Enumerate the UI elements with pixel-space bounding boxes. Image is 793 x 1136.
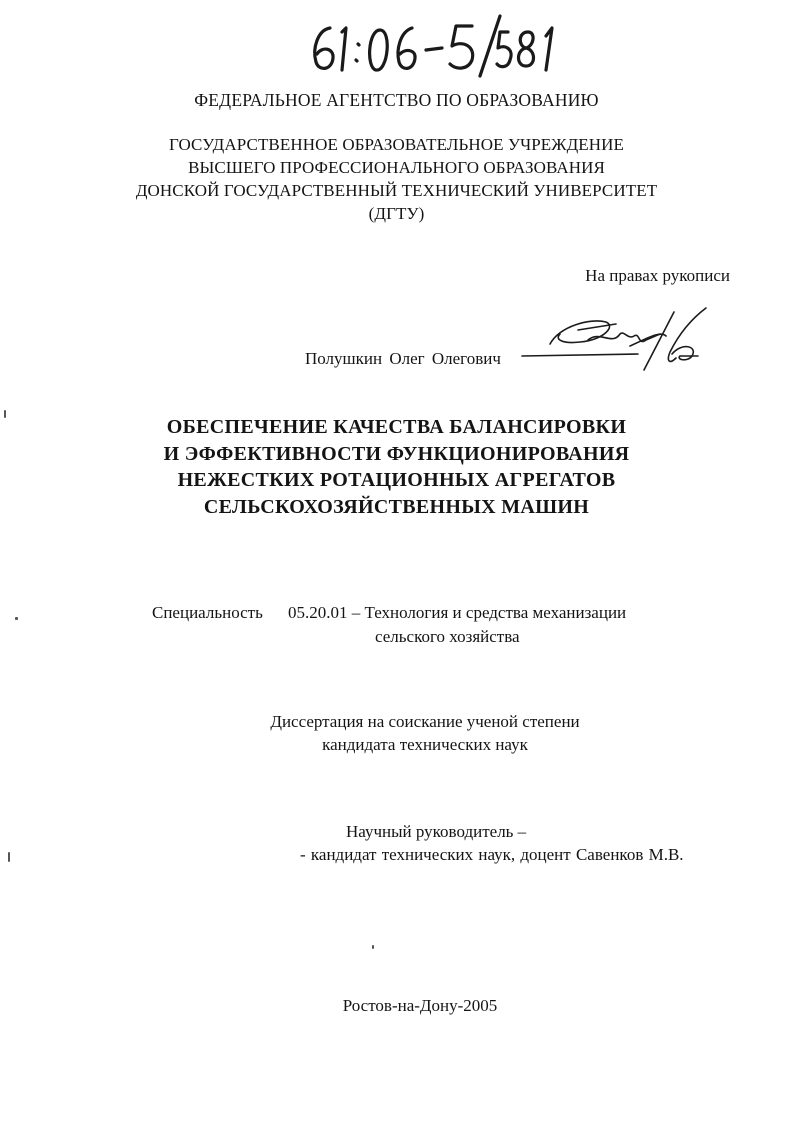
institution-line: ВЫСШЕГО ПРОФЕССИОНАЛЬНОГО ОБРАЗОВАНИЯ: [188, 158, 605, 177]
title-line: ОБЕСПЕЧЕНИЕ КАЧЕСТВА БАЛАНСИРОВКИ: [166, 416, 627, 438]
specialty-second-line: сельского хозяйства: [375, 627, 520, 646]
scan-speck: [372, 945, 374, 949]
institution-line: ДОНСКОЙ ГОСУДАРСТВЕННЫЙ ТЕХНИЧЕСКИЙ УНИВЕРСИТЕТ: [135, 181, 658, 200]
institution-block: [0, 133, 793, 225]
title-line: И ЭФФЕКТИВНОСТИ ФУНКЦИОНИРОВАНИЯ: [163, 442, 630, 465]
institution-abbreviation: (ДГТУ): [368, 204, 425, 223]
degree-line: кандидата технических наук: [322, 735, 528, 754]
author-name: Полушкин Олег Олегович: [305, 349, 501, 368]
signature-drawing: [520, 300, 720, 380]
archive-stamp-drawing: [300, 8, 570, 80]
agency-name: ФЕДЕРАЛЬНОЕ АГЕНТСТВО ПО ОБРАЗОВАНИЮ: [194, 90, 599, 110]
dissertation-degree: [160, 710, 690, 756]
scan-speck: [15, 617, 18, 620]
advisor-details: - кандидат технических наук, доцент Савенков М.В.: [300, 845, 684, 864]
archive-stamp: [300, 8, 570, 80]
specialty-code-line: 05.20.01 – Технология и средства механизации: [288, 603, 627, 622]
scan-speck: [8, 852, 10, 862]
title-line: НЕЖЕСТКИХ РОТАЦИОННЫХ АГРЕГАТОВ: [177, 469, 616, 491]
manuscript-rights-note: На правах рукописи: [585, 266, 730, 285]
specialty-label: Специальность: [152, 603, 263, 622]
advisor-label: Научный руководитель –: [346, 822, 527, 841]
author-signature: [520, 300, 720, 380]
degree-line: Диссертация на соискание ученой степени: [270, 712, 580, 731]
city-year: Ростов-на-Дону-2005: [342, 996, 498, 1015]
institution-line: ГОСУДАРСТВЕННОЕ ОБРАЗОВАТЕЛЬНОЕ УЧРЕЖДЕНИЕ: [168, 135, 625, 154]
title-line: СЕЛЬСКОХОЗЯЙСТВЕННЫХ МАШИН: [203, 495, 590, 518]
scan-speck: [4, 410, 6, 418]
dissertation-title: [0, 414, 793, 520]
